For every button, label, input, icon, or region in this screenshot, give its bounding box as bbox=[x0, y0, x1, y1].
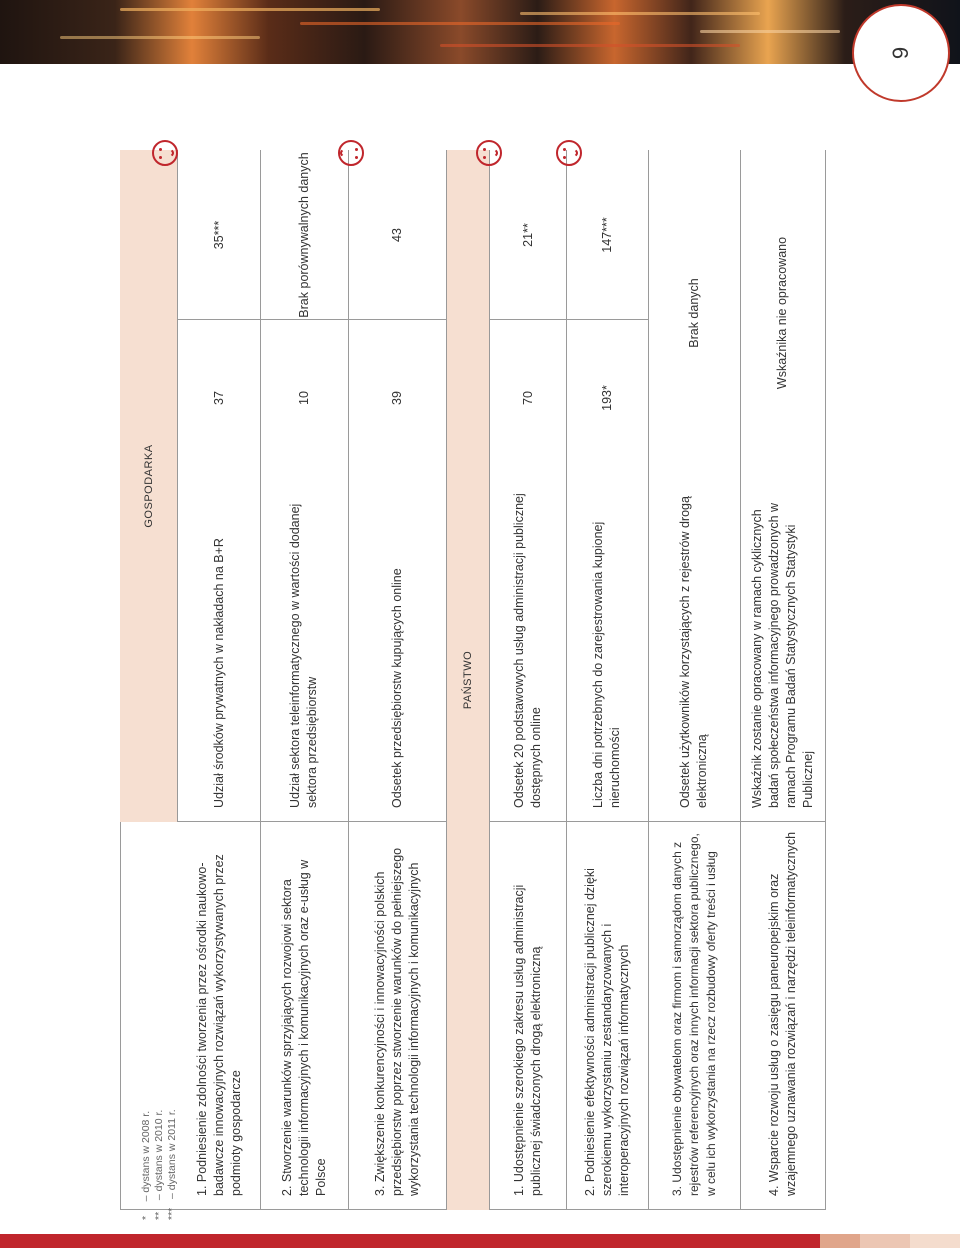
footer-accent bbox=[860, 1234, 910, 1248]
value-2008: 193* bbox=[599, 385, 614, 411]
section-header-economy bbox=[120, 150, 178, 822]
goal-cell bbox=[490, 822, 566, 1210]
value-cell bbox=[348, 320, 446, 476]
value-2008: 70 bbox=[520, 391, 535, 405]
section-header-state bbox=[446, 150, 490, 1210]
section-header-state-label: PAŃSTWO bbox=[462, 650, 474, 710]
goal-cell bbox=[740, 822, 825, 1210]
footnote: ** – dystans w 2010 r. bbox=[153, 1109, 165, 1220]
footer-accent bbox=[820, 1234, 860, 1248]
goal-text: 3. Udostępnienie obywatelom oraz firmom i samorządom danych z rejestrów referencyjnych oraz innych informacji sektora publicznego, w celu ich wykorzystania na rzecz rozbudowy oferty treści i usług bbox=[669, 833, 718, 1196]
value-2008: 10 bbox=[296, 391, 311, 405]
goal-text: 4. Wsparcie rozwoju usług o zasięgu paneuropejskim oraz wzajemnego uznawania rozwiązań i narzędzi teleinformatycznych bbox=[766, 831, 798, 1196]
indicator-text: Udział sektora teleinformatycznego w wartości dodanej sektora przedsiębiorstw bbox=[288, 503, 319, 808]
value-cell bbox=[178, 320, 260, 476]
rotated-table bbox=[120, 150, 830, 1210]
footnotes bbox=[140, 1109, 179, 1220]
page-number: 9 bbox=[888, 46, 913, 60]
indicator-cell bbox=[648, 476, 740, 822]
indicator-cell bbox=[490, 476, 566, 822]
value-cell bbox=[348, 150, 446, 320]
goal-cell bbox=[178, 822, 260, 1210]
value-merged: Wskaźnika nie opracowano bbox=[775, 236, 789, 390]
indicator-cell bbox=[566, 476, 648, 822]
goal-cell bbox=[648, 822, 740, 1210]
value-cell bbox=[260, 320, 348, 476]
value-cell bbox=[566, 150, 648, 320]
value-target: 43 bbox=[389, 228, 404, 242]
goal-cell bbox=[566, 822, 648, 1210]
goal-text: 1. Podniesienie zdolności tworzenia przez ośrodki naukowo-badawcze innowacyjnych rozwiązań wykorzystywanych przez podmioty gospodarcze bbox=[194, 854, 243, 1196]
page-number-badge bbox=[852, 4, 950, 102]
indicator-text: Wskaźnik zostanie opracowany w ramach cyklicznych badań społeczeństwa informacyjnego prowadzonych w ramach Programu Badań Statystycznych Statystyki Publicznej bbox=[749, 502, 815, 808]
value-target: 147*** bbox=[599, 217, 614, 253]
value-cell bbox=[260, 150, 348, 320]
indicator-text: Odsetek 20 podstawowych usług administracji publicznej dostępnych online bbox=[512, 493, 543, 808]
value-cell bbox=[490, 150, 566, 320]
value-target: Brak porównywalnych danych bbox=[296, 152, 311, 318]
section-header-economy-label: GOSPODARKA bbox=[142, 444, 155, 528]
indicator-text: Odsetek przedsiębiorstw kupujących online bbox=[389, 568, 404, 808]
indicator-text: Liczba dni potrzebnych do zarejestrowania kupionej nieruchomości bbox=[591, 521, 622, 808]
footnote: * – dystans w 2008 r. bbox=[140, 1110, 152, 1220]
value-merged: Brak danych bbox=[686, 278, 701, 348]
value-cell bbox=[566, 320, 648, 476]
goal-cell bbox=[260, 822, 348, 1210]
indicator-cell bbox=[740, 476, 825, 822]
smiley-happy-icon bbox=[556, 140, 582, 166]
goal-cell bbox=[348, 822, 446, 1210]
decorative-banner bbox=[0, 0, 960, 64]
value-target: 21** bbox=[520, 223, 535, 247]
goal-text: 2. Stworzenie warunków sprzyjających rozwojowi sektora technologii informacyjnych i komunikacyjnych oraz e-usług w Polsce bbox=[279, 859, 328, 1196]
smiley-happy-icon bbox=[152, 140, 178, 166]
value-2008: 39 bbox=[389, 391, 404, 405]
value-cell bbox=[178, 150, 260, 320]
value-2008: 37 bbox=[211, 391, 226, 405]
goal-text: 1. Udostępnienie szerokiego zakresu usług administracji publicznej świadczonych drogą elektroniczną bbox=[512, 884, 543, 1196]
footer-accent bbox=[910, 1234, 960, 1248]
indicator-text: Odsetek użytkowników korzystających z rejestrów drogą elektroniczną bbox=[678, 496, 709, 808]
footer-bar bbox=[0, 1234, 820, 1248]
smiley-happy-icon bbox=[476, 140, 502, 166]
goal-text: 2. Podniesienie efektywności administracji publicznej dzięki szerokiemu wykorzystaniu zestandaryzowanych i interoperacyjnych rozwiązań informatycznych bbox=[582, 868, 631, 1196]
smiley-sad-icon bbox=[338, 140, 364, 166]
table-border bbox=[825, 150, 826, 1210]
value-cell bbox=[490, 320, 566, 476]
value-cell bbox=[740, 150, 825, 476]
footnote: *** – dystans w 2011 r. bbox=[166, 1109, 178, 1220]
indicator-cell bbox=[260, 476, 348, 822]
indicator-cell bbox=[178, 476, 260, 822]
value-target: 35*** bbox=[211, 220, 226, 250]
value-cell bbox=[648, 150, 740, 476]
indicator-text: Udział środków prywatnych w nakładach na B+R bbox=[211, 538, 226, 808]
indicator-cell bbox=[348, 476, 446, 822]
goal-text: 3. Zwiększenie konkurencyjności i innowacyjności polskich przedsiębiorstw poprzez stworzenie warunków do pełniejszego wykorzystania technologii informacyjnych i komunikacyjnych bbox=[372, 847, 421, 1196]
